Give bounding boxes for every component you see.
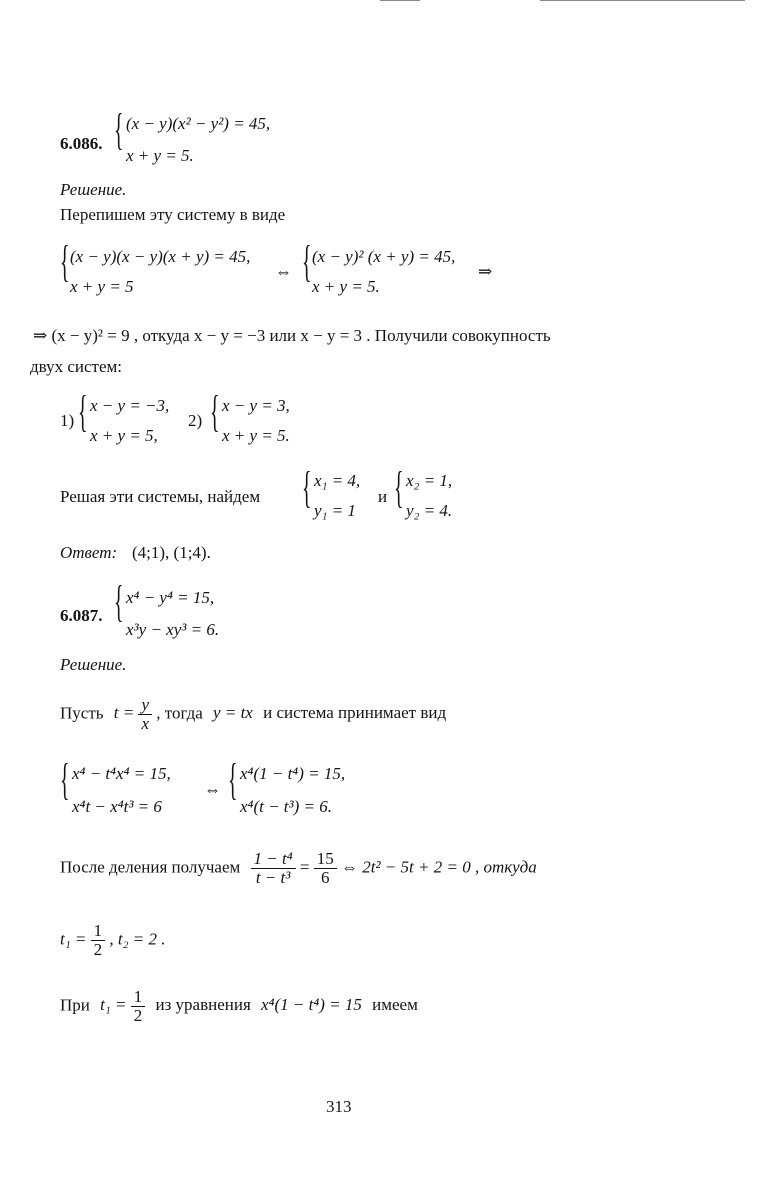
equation: x₁ = 4, (314, 471, 361, 490)
equation: x⁴(1 − t⁴) = 15 (261, 995, 362, 1015)
fraction-numerator: 15 (314, 850, 337, 869)
paragraph-text: , тогда (156, 703, 203, 723)
paragraph-text: После деления получаем (60, 857, 241, 877)
solution-label: Решение. (60, 180, 127, 199)
top-scan-line-right (540, 0, 745, 1)
system-brace: { (60, 755, 70, 804)
equation: (x − y)² (x + y) = 45, (312, 247, 456, 266)
division-line (60, 850, 537, 887)
paragraph-text: из уравнения (155, 995, 251, 1015)
system-label-2: 2) (188, 411, 203, 430)
fraction-numerator: 1 (91, 922, 106, 941)
answer-value: (4;1), (1;4). (132, 543, 211, 562)
equation: x³y − xy³ = 6. (126, 620, 220, 639)
system-brace: { (228, 755, 238, 804)
answer-label: Ответ: (60, 543, 118, 562)
equation: x + y = 5 (70, 277, 134, 296)
equation: (x − y)(x − y)(x + y) = 45, (70, 247, 251, 266)
fraction (138, 696, 152, 733)
top-scan-line (380, 0, 420, 1)
system-brace: { (60, 237, 70, 286)
system-brace: { (302, 237, 312, 286)
equation: , t₂ = 2 . (109, 929, 166, 949)
equation: y = tx (213, 703, 253, 723)
equation: x⁴ − y⁴ = 15, (126, 588, 215, 607)
equation: x⁴ − t⁴x⁴ = 15, (72, 764, 171, 783)
equivalence-symbol: ⇔ (275, 262, 292, 281)
conjunction-text: и (378, 487, 388, 506)
system-brace: { (302, 463, 312, 512)
equation: x − y = −3, (90, 396, 170, 415)
fraction (91, 922, 106, 959)
paragraph-text: имеем (372, 995, 418, 1015)
paragraph-text: и система принимает вид (263, 703, 447, 723)
equation: x + y = 5. (126, 146, 194, 165)
equation: x₂ = 1, (406, 471, 453, 490)
paragraph-text: двух систем: (30, 357, 122, 376)
system-brace: { (114, 105, 124, 154)
paragraph-text: Перепишем эту систему в виде (60, 205, 286, 224)
fraction (131, 988, 146, 1025)
paragraph-text: Пусть (60, 703, 104, 723)
equation: (x − y)(x² − y²) = 45, (126, 114, 271, 133)
paragraph-text: ⇒ (x − y)² = 9 , откуда x − y = −3 или x − y = 3 . Получили совокупность (33, 326, 551, 345)
paragraph-text: При (60, 995, 90, 1015)
equation: x + y = 5. (312, 277, 380, 296)
solution-label: Решение. (60, 655, 127, 674)
implies-symbol: ⇒ (478, 262, 493, 281)
fraction-denominator: t − t³ (255, 868, 291, 887)
substitution-result-line (60, 988, 418, 1025)
equation: x⁴t − x⁴t³ = 6 (72, 797, 162, 816)
equation: x⁴(t − t³) = 6. (240, 797, 333, 816)
system-brace: { (114, 577, 124, 626)
system-brace: { (394, 463, 404, 512)
fraction-denominator: 6 (320, 868, 330, 887)
equation: t₁ = (100, 995, 127, 1015)
problem-number-6-087: 6.087. (60, 606, 103, 625)
equation: t₁ = (60, 929, 87, 949)
equation: t = (113, 703, 135, 723)
fraction-numerator: 1 (131, 988, 146, 1007)
system-label-1: 1) (60, 411, 75, 430)
problem-number-6-086: 6.086. (60, 134, 103, 153)
equivalence-symbol: ⇔ (204, 780, 221, 799)
fraction-denominator: 2 (93, 940, 103, 959)
equation: x + y = 5, (90, 426, 158, 445)
fraction-numerator: 1 − t⁴ (251, 850, 296, 869)
fraction-denominator: x (141, 714, 150, 733)
equation: y₂ = 4. (406, 501, 453, 520)
equals-sign: = (299, 857, 310, 877)
equation: y₁ = 1 (314, 501, 356, 520)
roots-line (60, 922, 165, 959)
equation: ⇔ 2t² − 5t + 2 = 0 , откуда (340, 857, 537, 877)
fraction (251, 850, 296, 887)
fraction-numerator: y (138, 696, 152, 715)
equation: x − y = 3, (222, 396, 290, 415)
equation: x + y = 5. (222, 426, 290, 445)
system-brace: { (210, 387, 220, 436)
equation: x⁴(1 − t⁴) = 15, (240, 764, 346, 783)
page-number: 313 (326, 1097, 352, 1116)
fraction (314, 850, 337, 887)
substitution-line (60, 696, 446, 733)
paragraph-text: Решая эти системы, найдем (60, 487, 261, 506)
fraction-denominator: 2 (133, 1006, 143, 1025)
system-brace: { (78, 387, 88, 436)
